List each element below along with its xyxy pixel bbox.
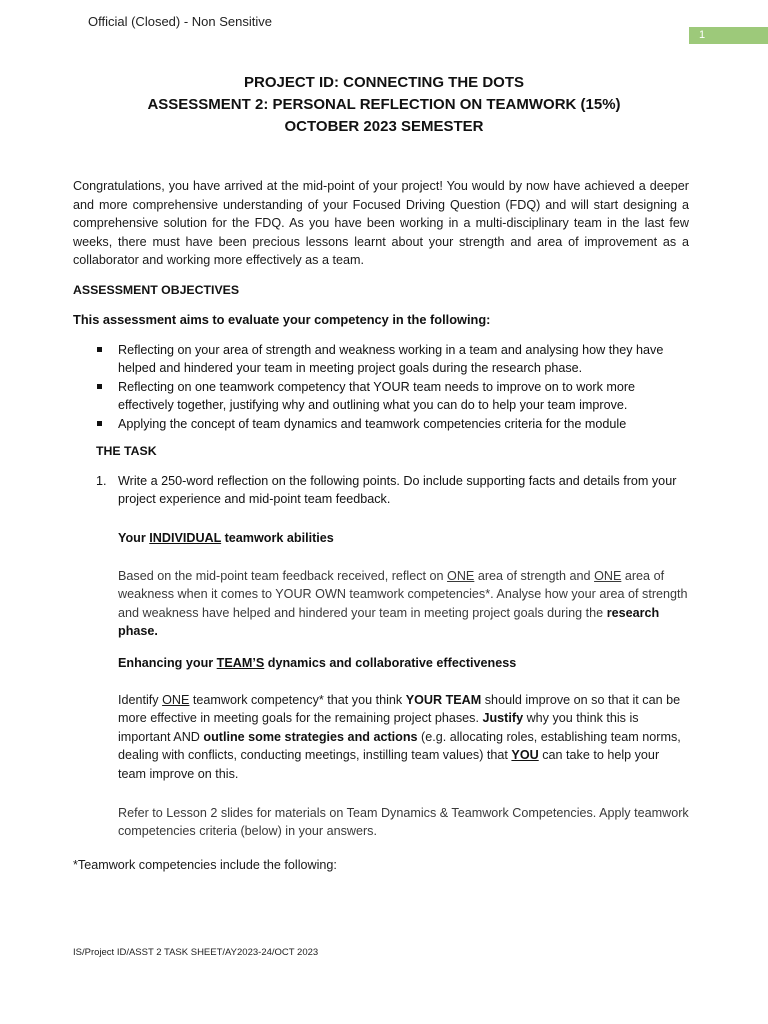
team-paragraph: Identify ONE teamwork competency* that you think YOUR TEAM should improve on so that it can be more effective in meeting goals for the remaining project phases. Justify why you think this is important AND outline some strategies and actions (e.g. allocating roles, establishing team norms, dealing with conflicts, conducting meetings, instilling team values) that YOU can take to help your team improve on this.	[118, 693, 681, 781]
title-line-2: ASSESSMENT 2: PERSONAL REFLECTION ON TEAMWORK (15%)	[147, 96, 621, 113]
task-item-number: 1.	[96, 474, 107, 488]
individual-heading: Your INDIVIDUAL teamwork abilities	[118, 531, 334, 545]
task-item-text: Write a 250-word reflection on the following points. Do include supporting facts and details from your project experience and mid-point team feedback.	[118, 474, 677, 507]
footnote-text: *Teamwork competencies include the following:	[73, 858, 337, 872]
page-footer: IS/Project ID/ASST 2 TASK SHEET/AY2023-24/OCT 2023	[73, 947, 319, 958]
individual-paragraph: Based on the mid-point team feedback received, reflect on ONE area of strength and ONE area of weakness when it comes to YOUR OWN teamwork competencies*. Analyse how your area of strength and weakness have helped and hindered your team in meeting project goals during the research phase.	[118, 569, 688, 639]
task-heading: THE TASK	[96, 444, 157, 458]
intro-paragraph: Congratulations, you have arrived at the mid-point of your project! You would by now have achieved a deeper and more comprehensive understanding of your Focused Driving Question (FDQ) and will start designing a comprehensive solution for the FDQ. As you have been working in a multi-disciplinary team in the last few weeks, there must have been precious lessons learnt about your strength and area of improvement as a collaborator and working more effectively as a team.	[73, 179, 689, 268]
bullet-square-icon	[97, 384, 102, 389]
objectives-subheading: This assessment aims to evaluate your competency in the following:	[73, 312, 491, 327]
document-title	[0, 72, 768, 138]
bullet-square-icon	[97, 347, 102, 352]
page-number-badge: 1	[689, 27, 768, 44]
objective-bullet: Reflecting on one teamwork competency that YOUR team needs to improve on to work more effectively together, justifying why and outlining what you can do to help your team improve.	[96, 378, 690, 415]
classification-label: Official (Closed) - Non Sensitive	[88, 14, 272, 29]
objective-bullet: Applying the concept of team dynamics and teamwork competencies criteria for the module	[96, 415, 690, 433]
bullet-square-icon	[97, 421, 102, 426]
refer-paragraph: Refer to Lesson 2 slides for materials on Team Dynamics & Teamwork Competencies. Apply teamwork competencies criteria (below) in your answers.	[118, 806, 689, 839]
objective-bullet: Reflecting on your area of strength and weakness working in a team and analysing how they have helped and hindered your team in meeting project goals during the research phase.	[96, 341, 690, 378]
team-heading: Enhancing your TEAM’S dynamics and collaborative effectiveness	[118, 656, 517, 670]
task-item-1	[96, 472, 692, 509]
title-line-1: PROJECT ID: CONNECTING THE DOTS	[243, 74, 524, 91]
objectives-list	[96, 341, 690, 433]
title-line-3: OCTOBER 2023 SEMESTER	[284, 118, 484, 135]
objectives-heading: ASSESSMENT OBJECTIVES	[73, 283, 240, 297]
